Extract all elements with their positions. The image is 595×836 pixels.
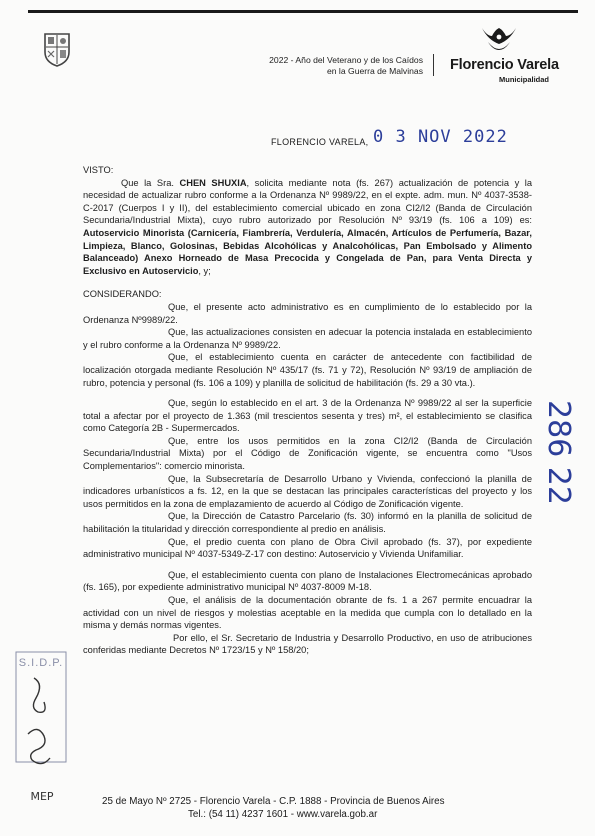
municipal-crest-icon: [42, 30, 72, 68]
visto-text-c: , y;: [198, 265, 211, 276]
folio-text: 286 22: [541, 400, 576, 505]
date-stamp: 0 3 NOV 2022: [373, 127, 508, 147]
header-divider: [433, 54, 434, 76]
logo-subtitle: Municipalidad: [499, 75, 550, 84]
visto-text-b: , solicita mediante nota (fs. 267) actualización de potencia y la necesidad de actualizar rubro conforme a la Ordenanza Nº 9989/22, en el expte. adm. mun. Nº 4037-3538-C-2017 (Cuerpos I y II), del establecimiento comercial ubicado en zona CI2/I2 (Banda de Circulación Secundaria/Industrial Mixta), cuyo rubro autorizado por Resolución Nº 93/19 (fs. 106 a 109) es:: [83, 177, 533, 226]
considerando-paragraph: Que, la Subsecretaría de Desarrollo Urbano y Vivienda, confeccionó la planilla de indicadores urbanísticos a fs. 12, en la que se destacan las principales características del proyecto y los usos permitidos en la zona de emplazamiento de acuerdo al Código de Zonificación vigente.: [83, 473, 532, 509]
signature-mark: [28, 729, 50, 763]
considerando-paragraph: Por ello, el Sr. Secretario de Industria y Desarrollo Productivo, en uso de atribuciones conferidas mediante Decretos Nº 1723/15 y Nº 158/20;: [83, 632, 532, 656]
considerando-paragraph: Que, las actualizaciones consisten en adecuar la potencia instalada en establecimiento y el rubro conforme a la Ordenanza Nº 9989/22.: [83, 327, 532, 350]
footer-contact: Tel.: (54 11) 4237 1601 - www.varela.gob.ar: [188, 809, 378, 820]
considerando-paragraph: Que, el establecimiento cuenta en carácter de antecedente con factibilidad de localización otorgada mediante Resolución Nº 435/17 (fs. 71 y 72), Resolución Nº 93/19 de ampliación de rubro, potencia y personal (fs. 106 a 109) y planilla de solicitud de habilitación (fs. 29 a 30 vta.).: [83, 352, 532, 388]
year-motto: [269, 55, 423, 77]
considerando-paragraph: Que, la Dirección de Catastro Parcelario (fs. 30) informó en la planilla de solicitud de habilitación la titularidad y dirección correspondiente al predio en análisis.: [83, 511, 532, 535]
handwritten-folio-number: [533, 400, 576, 550]
visto-text-a: Que la Sra.: [121, 177, 180, 188]
considerando-paragraph: Que, el análisis de la documentación obrante de fs. 1 a 267 permite encuadrar la actividad con un nivel de riesgos y molestias aceptable en la medida que cumpla con lo detallado en la misma y demás normas vigentes.: [83, 595, 532, 631]
footer-address: 25 de Mayo Nº 2725 - Florencio Varela - C.P. 1888 - Provincia de Buenos Aires: [102, 796, 445, 807]
logo-name: Florencio Varela: [450, 57, 559, 73]
visto-paragraph: [83, 177, 532, 278]
florencio-varela-logo-icon: [478, 26, 520, 56]
considerando-paragraph: Que, entre los usos permitidos en la zona CI2/I2 (Banda de Circulación Secundaria/Industrial Mixta) por el Código de Zonificación vigente, se encuentra como "Usos Complementarios": comercio minorista.: [83, 435, 532, 472]
considerando-paragraph: Que, el presente acto administrativo es en cumplimiento de lo establecido por la Ordenanza Nº9989/22.: [83, 301, 532, 325]
applicant-name: CHEN SHUXIA: [179, 177, 247, 188]
visto-heading: VISTO:: [83, 165, 114, 175]
stamp-initials: MEP: [30, 790, 54, 803]
stamp-label: S.I.D.P.: [18, 657, 64, 669]
motto-line-2: en la Guerra de Malvinas: [326, 66, 423, 76]
considerando-heading: CONSIDERANDO:: [83, 289, 162, 300]
authorized-rubro: Autoservicio Minorista (Carnicería, Fiambrería, Verdulería, Almacén, Artículos de Perfumería, Bazar, Limpieza, Blanco, Golosinas, Bebidas Alcohólicas y Analcohólicas, Pan Embolsado y Alimento Balanceado) Anexo Horneado de Masa Precocida y Congelada de Pan, para Venta Directa y Exclusivo en Autoservicio: [83, 227, 532, 276]
document-body: [83, 164, 532, 657]
motto-line-1: 2022 - Año del Veterano y de los Caídos: [269, 55, 423, 65]
sidp-stamp: [14, 650, 70, 820]
document-place: FLORENCIO VARELA,: [271, 137, 369, 147]
signature-mark: [33, 678, 45, 712]
considerando-paragraph: Que, según lo establecido en el art. 3 de la Ordenanza Nº 9989/22 al ser la superficie total a afectar por el proyecto de 1.363 (mil trescientos sesenta y tres) m², el establecimiento se clasifica como Categoría 2B - Supermercados.: [83, 398, 532, 434]
considerando-paragraph: Que, el predio cuenta con plano de Obra Civil aprobado (fs. 37), por expediente administrativo municipal Nº 4037-5349-Z-17 con destino: Autoservicio y Vivienda Unifamiliar.: [83, 536, 532, 560]
top-rule: [28, 10, 578, 13]
considerando-paragraph: Que, el establecimiento cuenta con plano de Instalaciones Electromecánicas aprobado (fs. 165), por expediente administrativo municipal Nº 4037-8009 M-18.: [83, 569, 532, 593]
